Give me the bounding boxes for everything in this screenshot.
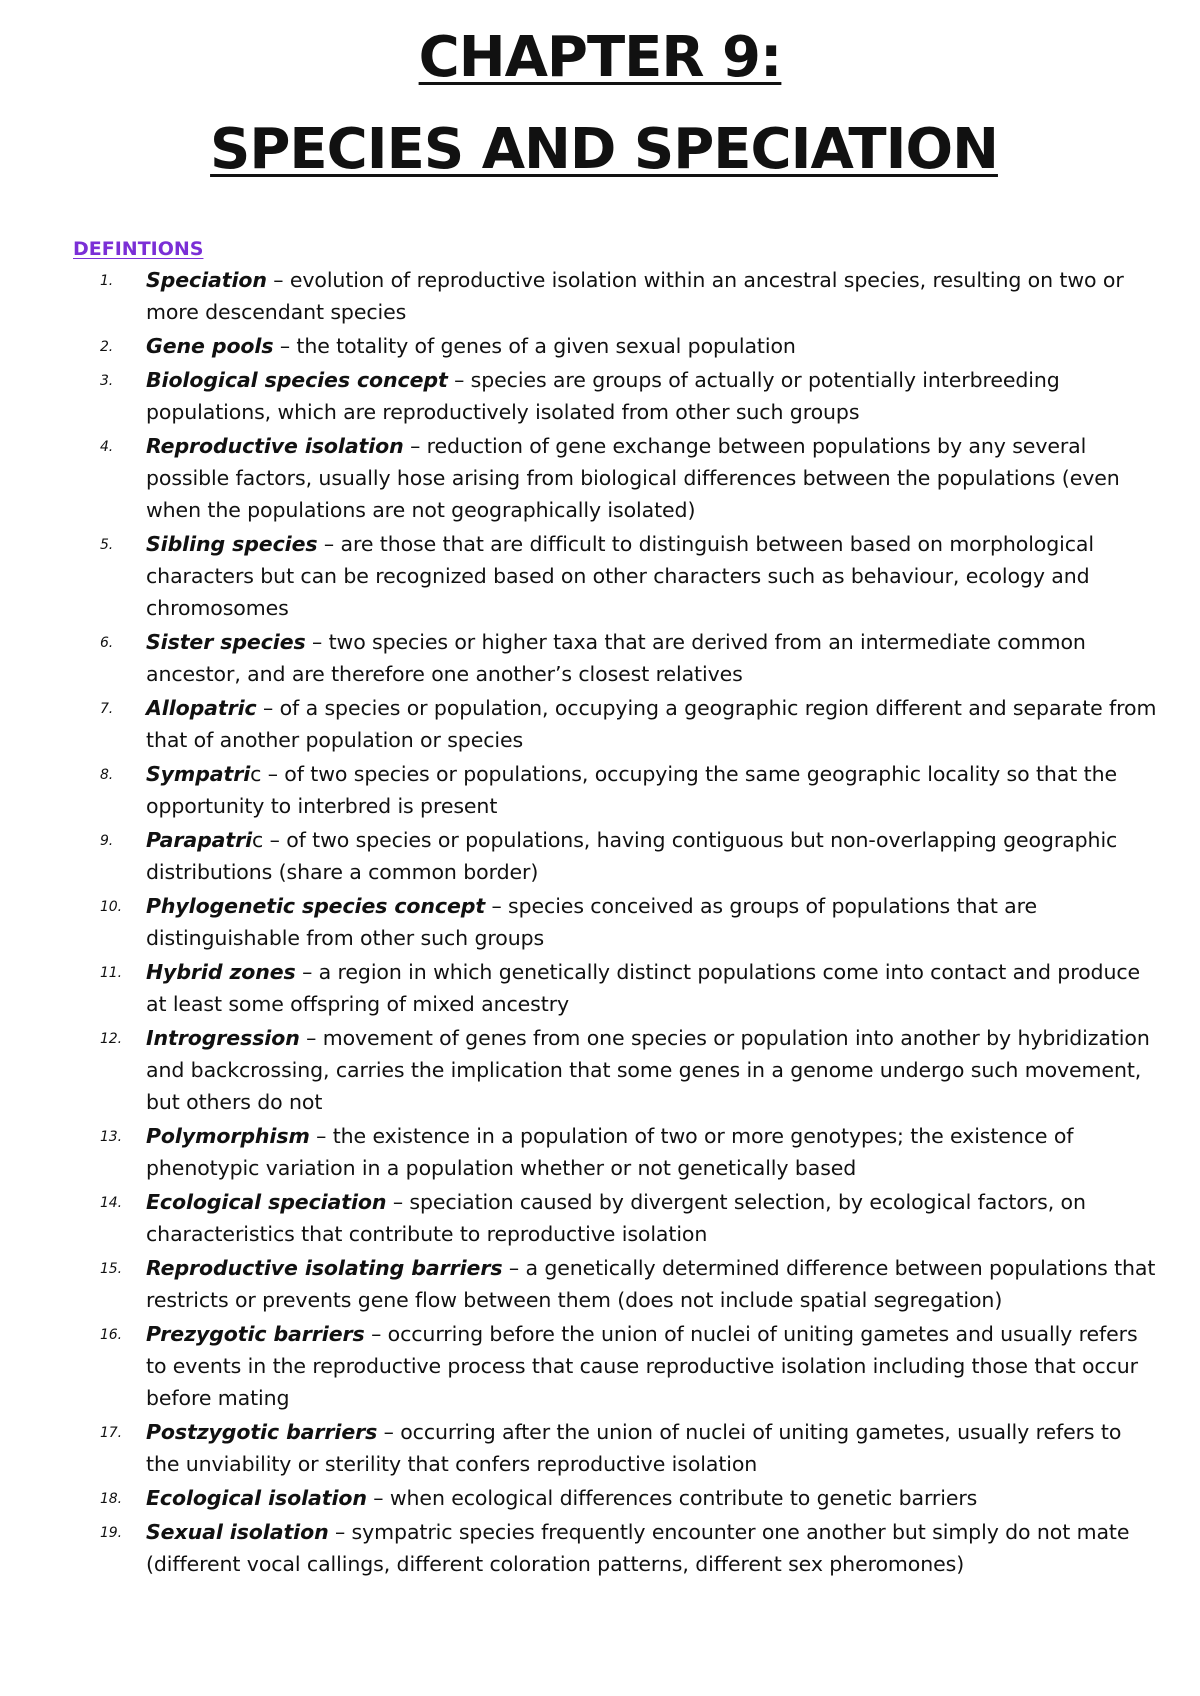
definition-item (0, 1252, 1200, 1316)
definition-item (0, 692, 1200, 756)
definition-term: Sympatri (146, 762, 251, 786)
definition-number: 5. (100, 537, 114, 553)
definition-number: 1. (100, 273, 114, 289)
definition-text: – movement of genes from one species or population into another by hybridization and backcrossing, carries the implication that some genes in a genome undergo such movement, but others do not (146, 1026, 1150, 1114)
definition-item (0, 890, 1200, 954)
definition-item (0, 956, 1200, 1020)
definition-text: c – of two species or populations, having contiguous but non-overlapping geographic distributions (share a common border) (146, 828, 1118, 884)
definition-number: 15. (100, 1261, 122, 1277)
chapter-title (0, 25, 1200, 90)
definition-number: 16. (100, 1327, 122, 1343)
definition-term: Ecological isolation (146, 1486, 367, 1510)
definition-number: 4. (100, 439, 114, 455)
definition-text: – when ecological differences contribute to genetic barriers (366, 1486, 978, 1510)
definitions-list (0, 264, 1200, 1582)
definition-text: – occurring before the union of nuclei of uniting gametes and usually refers to events in the reproductive process that cause reproductive isolation including those that occur before mating (146, 1322, 1138, 1410)
definition-item (0, 528, 1200, 624)
definition-text: – speciation caused by divergent selection, by ecological factors, on characteristics that contribute to reproductive isolation (146, 1190, 1086, 1246)
definition-item (0, 1318, 1200, 1414)
definition-term: Introgression (146, 1026, 300, 1050)
definition-term: Biological species concept (146, 368, 448, 392)
definition-term: Allopatric (146, 696, 257, 720)
definition-text: – two species or higher taxa that are derived from an intermediate common ancestor, and are therefore one another’s closest relatives (146, 630, 1086, 686)
definition-number: 6. (100, 635, 114, 651)
definition-item (0, 1186, 1200, 1250)
definition-text: – reduction of gene exchange between populations by any several possible factors, usually hose arising from biological differences between the populations (even when the populations are not geographically isolated) (146, 434, 1120, 522)
definition-number: 3. (100, 373, 114, 389)
definition-item (0, 1516, 1200, 1580)
definition-item (0, 1022, 1200, 1118)
definition-term: Hybrid zones (146, 960, 296, 984)
definition-number: 13. (100, 1129, 122, 1145)
definition-number: 19. (100, 1525, 122, 1541)
definition-term: Reproductive isolation (146, 434, 404, 458)
chapter-title-text: CHAPTER 9: (418, 25, 782, 90)
definition-number: 12. (100, 1031, 122, 1047)
definition-term: Speciation (146, 268, 267, 292)
definition-number: 2. (100, 339, 114, 355)
definition-number: 17. (100, 1425, 122, 1441)
definition-number: 18. (100, 1491, 122, 1507)
definition-term: Parapatri (146, 828, 253, 852)
definition-text: – of a species or population, occupying a geographic region different and separate from that of another population or species (146, 696, 1157, 752)
definitions-heading: DEFINTIONS (73, 238, 204, 260)
definition-item (0, 626, 1200, 690)
definition-term: Ecological speciation (146, 1190, 387, 1214)
definition-item (0, 1416, 1200, 1480)
definition-term: Prezygotic barriers (146, 1322, 365, 1346)
definition-text: – occurring after the union of nuclei of uniting gametes, usually refers to the unviability or sterility that confers reproductive isolation (146, 1420, 1122, 1476)
definition-term: Postzygotic barriers (146, 1420, 378, 1444)
definition-number: 11. (100, 965, 122, 981)
definition-term: Reproductive isolating barriers (146, 1256, 503, 1280)
definition-term: Sexual isolation (146, 1520, 329, 1544)
definition-item (0, 330, 1200, 362)
definition-term: Sister species (146, 630, 306, 654)
definition-number: 8. (100, 767, 114, 783)
definition-number: 9. (100, 833, 114, 849)
definition-text: – the totality of genes of a given sexual population (273, 334, 796, 358)
definition-text: – sympatric species frequently encounter one another but simply do not mate (different vocal callings, different coloration patterns, different sex pheromones) (146, 1520, 1130, 1576)
chapter-subtitle-text: SPECIES AND SPECIATION (210, 117, 998, 182)
definition-text: c – of two species or populations, occupying the same geographic locality so that the opportunity to interbred is present (146, 762, 1117, 818)
definition-item (0, 1482, 1200, 1514)
definition-item (0, 430, 1200, 526)
definition-number: 7. (100, 701, 114, 717)
definition-text: – a genetically determined difference between populations that restricts or prevents gene flow between them (does not include spatial segregation) (146, 1256, 1156, 1312)
chapter-subtitle (4, 117, 1200, 182)
definition-term: Sibling species (146, 532, 318, 556)
definition-number: 10. (100, 899, 122, 915)
definition-text: – the existence in a population of two or more genotypes; the existence of phenotypic variation in a population whether or not genetically based (146, 1124, 1074, 1180)
definition-term: Polymorphism (146, 1124, 310, 1148)
definition-term: Phylogenetic species concept (146, 894, 486, 918)
definition-term: Gene pools (146, 334, 274, 358)
definition-item (0, 364, 1200, 428)
definition-text: – species conceived as groups of populations that are distinguishable from other such groups (146, 894, 1038, 950)
definition-number: 14. (100, 1195, 122, 1211)
definition-text: – species are groups of actually or potentially interbreeding populations, which are reproductively isolated from other such groups (146, 368, 1060, 424)
definition-item (0, 758, 1200, 822)
definition-text: – evolution of reproductive isolation within an ancestral species, resulting on two or more descendant species (146, 268, 1124, 324)
definition-item (0, 1120, 1200, 1184)
definition-item (0, 824, 1200, 888)
definition-text: – are those that are difficult to distinguish between based on morphological characters but can be recognized based on other characters such as behaviour, ecology and chromosomes (146, 532, 1094, 620)
definition-item (0, 264, 1200, 328)
definition-text: – a region in which genetically distinct populations come into contact and produce at least some offspring of mixed ancestry (146, 960, 1141, 1016)
